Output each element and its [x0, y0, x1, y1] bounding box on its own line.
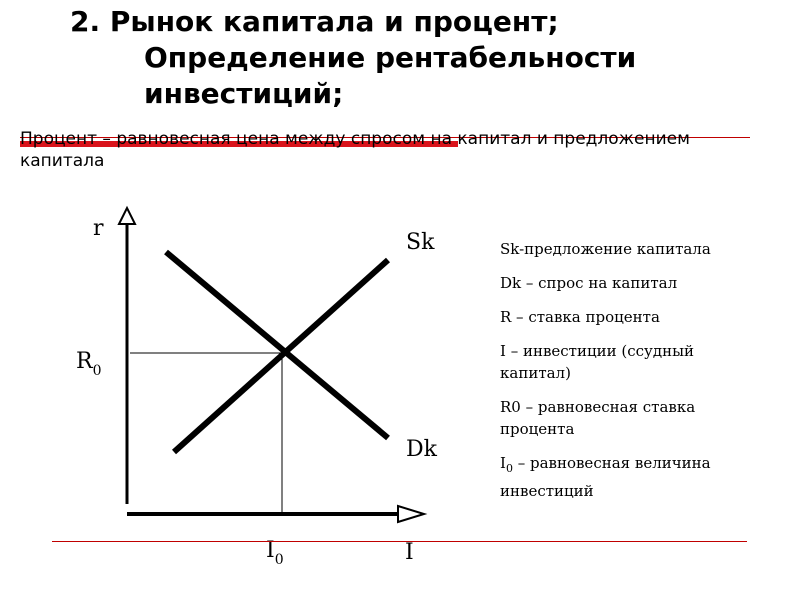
subtitle: Процент – равновесная цена между спросом на капитал и предложением капитала	[20, 129, 690, 171]
legend-i0-rest: – равновесная величина инвестиций	[500, 454, 711, 500]
r0-label-main: R	[76, 349, 93, 374]
legend-i0	[500, 452, 760, 502]
i0-label-main: I	[266, 538, 275, 563]
x-axis-arrow-icon	[398, 506, 424, 522]
legend-i0-sub: 0	[505, 462, 513, 475]
x-axis-label: I	[405, 540, 414, 565]
r0-label	[76, 349, 102, 379]
y-axis-label: r	[93, 216, 104, 241]
legend-i: I – инвестиции (ссудный капитал)	[500, 342, 695, 382]
i0-label	[266, 538, 284, 568]
legend-r0: R0 – равновесная ставка процента	[500, 398, 696, 438]
legend-dk: Dk – спрос на капитал	[500, 274, 678, 292]
slide-title-line-2: Определение рентабельности	[144, 41, 637, 74]
r0-label-sub: 0	[92, 363, 102, 379]
demand-curve	[166, 252, 388, 438]
legend-r: R – ставка процента	[500, 308, 660, 326]
i0-label-sub: 0	[274, 552, 284, 568]
supply-label: Sk	[406, 230, 435, 255]
legend	[500, 238, 760, 514]
legend-i0-main: I	[500, 454, 506, 472]
demand-label: Dk	[406, 437, 437, 462]
bottom-divider	[52, 541, 747, 542]
legend-sk: Sk-предложение капитала	[500, 240, 711, 258]
y-axis-arrow-icon	[119, 208, 135, 224]
slide-title-line-1: 2. Рынок капитала и процент;	[70, 5, 559, 38]
slide-title-line-3: инвестиций;	[144, 77, 344, 110]
